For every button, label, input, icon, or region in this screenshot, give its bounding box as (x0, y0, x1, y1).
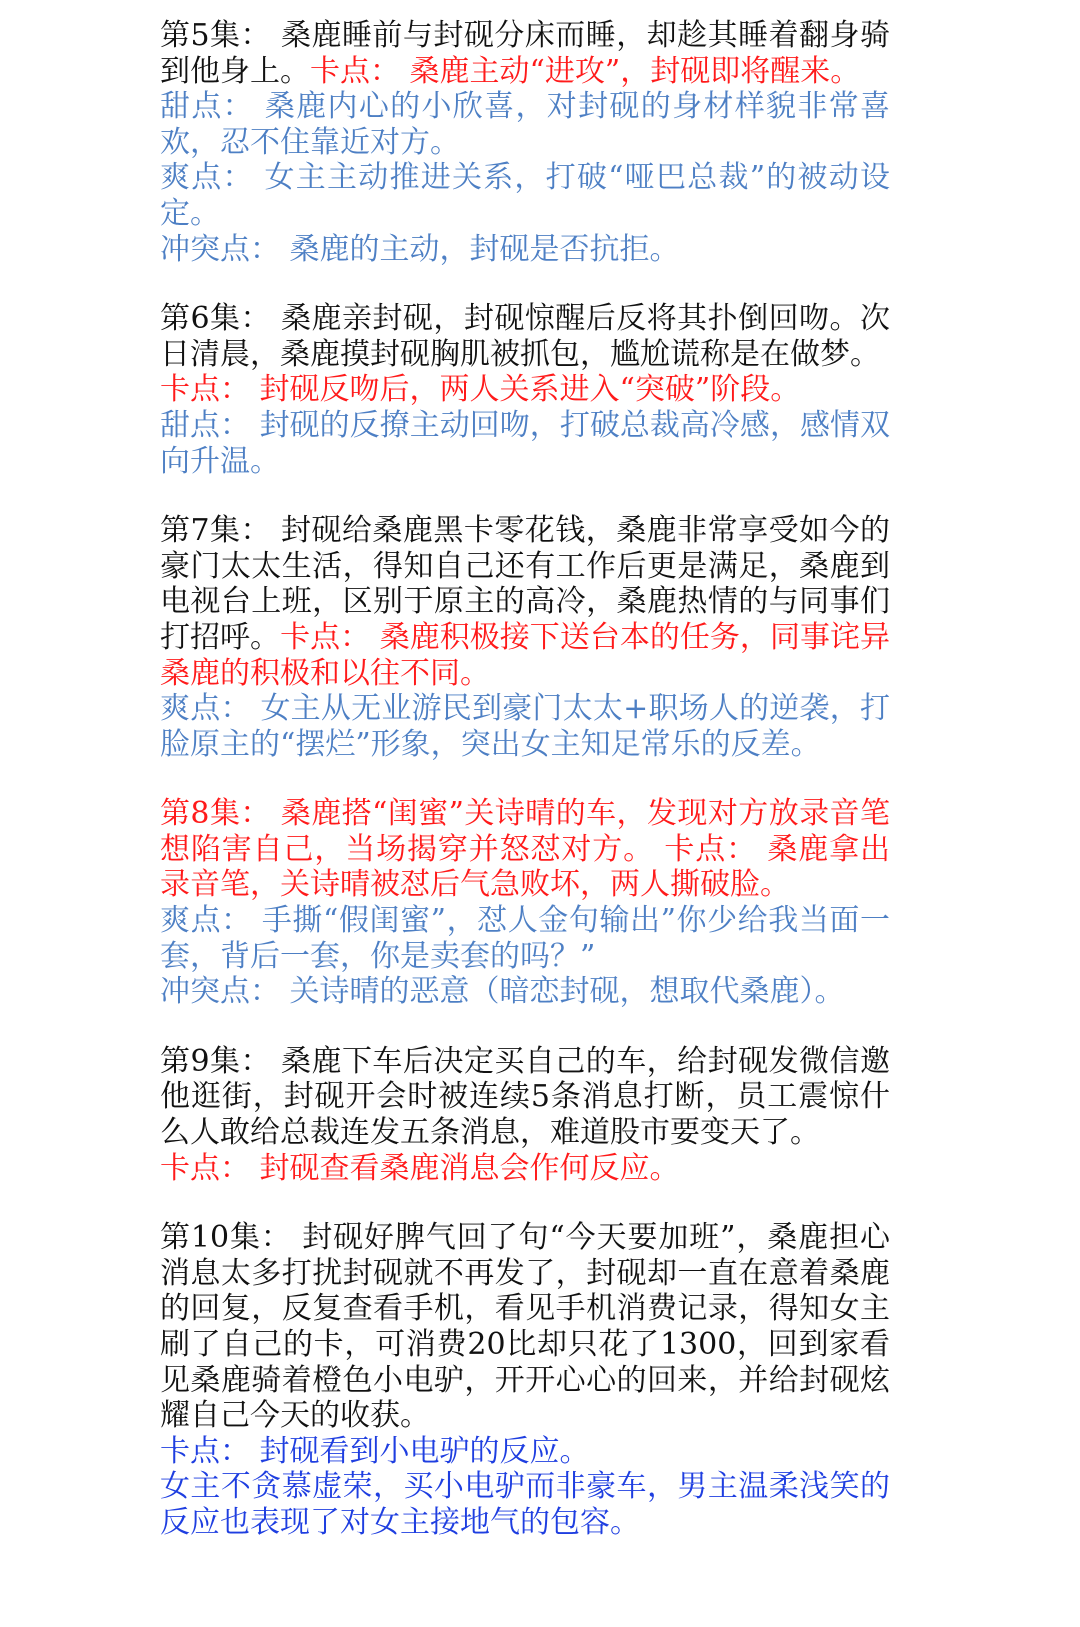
ep6-tiandian-text: 封砚的反撩主动回吻，打破总裁高冷感，感情双向升温。 (160, 407, 891, 479)
document-page (160, 18, 890, 1541)
episode-8 (160, 796, 890, 1010)
episode-9 (160, 1044, 890, 1186)
ep7-kadian-text: 桑鹿积极接下送台本的任务，同事诧异桑鹿的积极和以往不同。 (160, 619, 891, 691)
ep6-tiandian-label: 甜点： (160, 407, 251, 443)
ep5-tiandian-text: 桑鹿内心的小欣喜，对封砚的身材样貌非常喜欢，忍不住靠近对方。 (160, 89, 891, 160)
ep8-label: 第8集： (160, 796, 271, 832)
ep7-text: 封砚给桑鹿黑卡零花钱，桑鹿非常享受如今的豪门太太生活，得知自己还有工作后更是满足，桑鹿到电视台上班，区别于原主的高冷，桑鹿热情的与同事们打招呼。 (160, 513, 890, 655)
ep10-closing-text: 女主不贪慕虚荣，买小电驴而非豪车，男主温柔浅笑的反应也表现了对女主接地气的包容。 (160, 1469, 890, 1540)
ep5-kadian (310, 54, 860, 89)
ep8-summary (160, 796, 890, 903)
episode-10 (160, 1220, 890, 1540)
ep9-kadian-label: 卡点： (160, 1150, 250, 1186)
ep6-text: 桑鹿亲封砚，封砚惊醒后反将其扑倒回吻。次日清晨，桑鹿摸封砚胸肌被抓包，尴尬谎称是在做梦。 (160, 301, 890, 372)
ep10-kadian-label: 卡点： (160, 1433, 250, 1469)
ep10-kadian (160, 1434, 890, 1470)
ep7-shuangdian-label: 爽点： (160, 691, 251, 727)
episode-6 (160, 301, 890, 479)
ep5-chongtu-label: 冲突点： (160, 231, 280, 267)
ep7-shuangdian-text: 女主从无业游民到豪门太太+职场人的逆袭，打脸原主的“摆烂”形象，突出女主知足常乐的反差。 (160, 691, 891, 762)
ep7-label: 第7集： (160, 513, 271, 549)
ep6-tiandian (160, 408, 890, 479)
ep9-text: 桑鹿下车后决定买自己的车，给封砚发微信邀他逛街，封砚开会时被连续5条消息打断，员工震惊什么人敢给总裁连发五条消息，难道股市要变天了。 (160, 1043, 890, 1151)
ep7-summary (160, 513, 890, 691)
ep5-chongtu (160, 232, 890, 268)
ep10-closing-note (160, 1469, 890, 1540)
ep8-shuangdian-label: 爽点： (160, 903, 252, 939)
ep8-shuangdian-text: 手撕“假闺蜜”，怼人金句输出”你少给我当面一套，背后一套，你是卖套的吗？” (160, 903, 890, 974)
ep5-shuangdian (160, 160, 890, 231)
ep9-label: 第9集： (160, 1043, 271, 1079)
ep10-kadian-text: 封砚看到小电驴的反应。 (259, 1433, 590, 1469)
ep6-kadian-label: 卡点： (160, 372, 250, 408)
ep5-kadian-text: 桑鹿主动“进攻”，封砚即将醒来。 (409, 53, 861, 89)
ep10-label: 第10集： (160, 1220, 292, 1256)
episode-7 (160, 513, 890, 762)
ep5-shuangdian-label: 爽点： (160, 160, 254, 196)
ep9-kadian (160, 1151, 890, 1187)
ep7-kadian-label: 卡点： (280, 619, 371, 655)
ep6-kadian (160, 372, 890, 408)
ep5-summary (160, 18, 890, 89)
ep5-label: 第5集： (160, 18, 271, 53)
ep9-kadian-text: 封砚查看桑鹿消息会作何反应。 (259, 1150, 680, 1186)
ep8-chongtu-text: 关诗晴的恶意（暗恋封砚，想取代桑鹿）。 (289, 974, 845, 1010)
ep5-tiandian-label: 甜点： (160, 89, 254, 125)
ep8-chongtu (160, 974, 890, 1010)
ep5-text: 桑鹿睡前与封砚分床而睡，却趁其睡着翻身骑到他身上。 (160, 18, 890, 89)
ep7-shuangdian (160, 691, 890, 762)
ep8-chongtu-label: 冲突点： (160, 974, 280, 1010)
ep5-chongtu-text: 桑鹿的主动，封砚是否抗拒。 (289, 231, 680, 267)
ep6-kadian-text: 封砚反吻后，两人关系进入“突破”阶段。 (259, 372, 801, 408)
ep6-summary (160, 301, 890, 372)
ep5-shuangdian-text: 女主主动推进关系，打破“哑巴总裁”的被动设定。 (160, 160, 890, 231)
ep10-summary (160, 1220, 890, 1434)
ep8-shuangdian (160, 903, 890, 974)
ep8-kadian-text: 桑鹿拿出录音笔，关诗晴被怼后气急败坏，两人撕破脸。 (160, 831, 891, 903)
ep10-text: 封砚好脾气回了句“今天要加班”，桑鹿担心消息太多打扰封砚就不再发了，封砚却一直在意着桑鹿的回复，反复查看手机，看见手机消费记录，得知女主刷了自己的卡，可消费20比却只花了1300，回到家看见桑鹿骑着橙色小电驴，开开心心的回来，并给封砚炫耀自己今天的收获。 (160, 1220, 890, 1434)
episode-5 (160, 18, 890, 267)
ep5-tiandian (160, 89, 890, 160)
ep9-summary (160, 1044, 890, 1151)
ep5-kadian-label: 卡点： (310, 53, 400, 89)
ep6-label: 第6集： (160, 301, 271, 337)
ep8-kadian-label: 卡点： (664, 831, 757, 867)
ep8-text: 桑鹿搭“闺蜜”关诗晴的车，发现对方放录音笔想陷害自己，当场揭穿并怒怼对方。 (160, 796, 890, 867)
